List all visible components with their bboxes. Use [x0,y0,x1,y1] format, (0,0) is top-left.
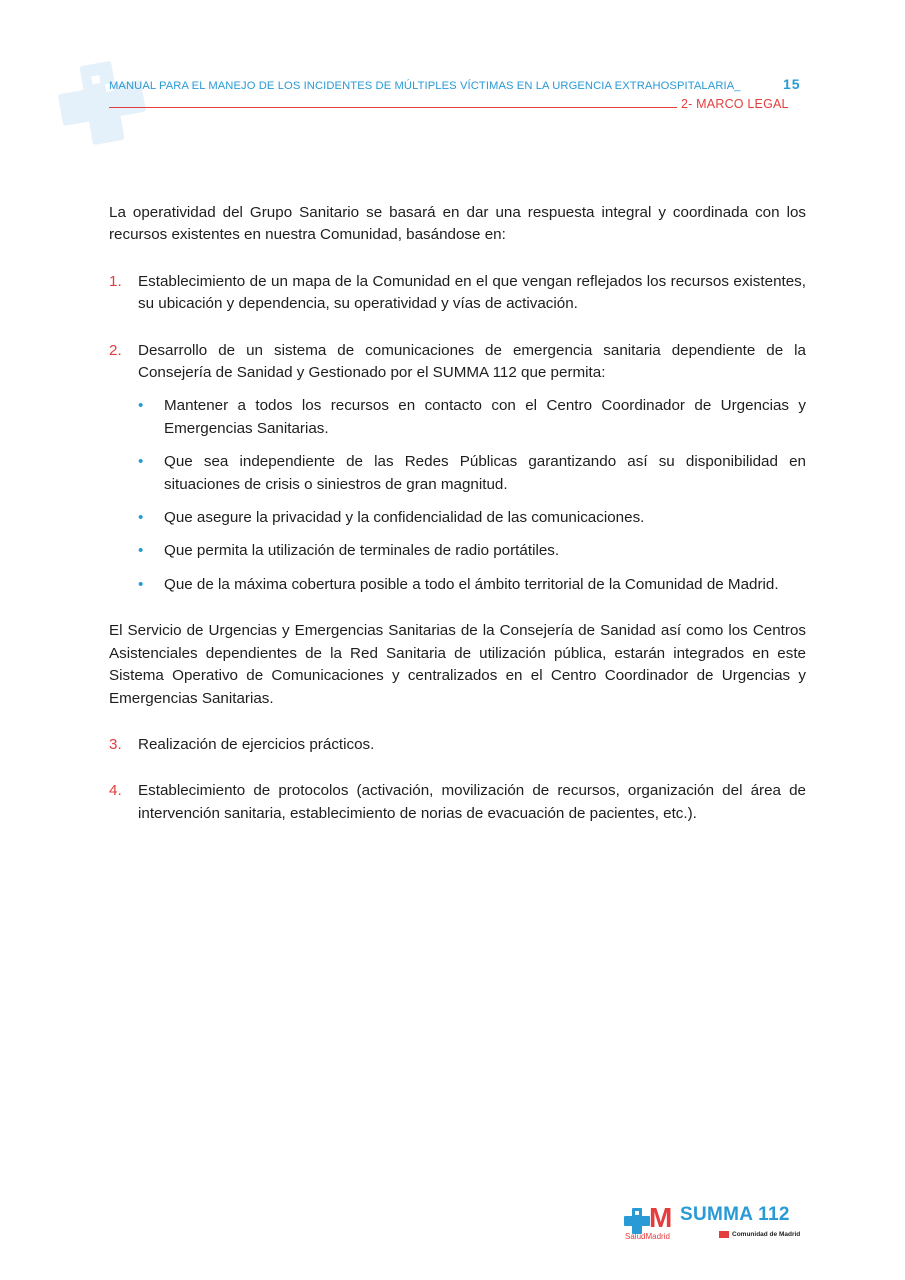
comunidad-madrid-logo [719,1231,800,1238]
salud-madrid-label: SaludMadrid [625,1232,670,1241]
list-item-text: Realización de ejercicios prácticos. [138,735,375,753]
header-title-text: MANUAL PARA EL MANEJO DE LOS INCIDENTES DE MÚLTIPLES VÍCTIMAS EN LA URGENCIA EXTRAHOSPITALARIA [109,80,735,92]
summa-logo: SUMMA 112 [680,1204,790,1225]
bullet-icon: • [138,575,144,593]
salud-madrid-logo: M [649,1202,673,1233]
comunidad-madrid-flag-icon [719,1231,729,1238]
bullet-text: Que sea independiente de las Redes Públicas garantizando así su disponibilidad en situaciones de crisis o siniestros de gran magnitud. [164,453,806,493]
header-dash: _ [734,80,741,92]
bullet-item [138,540,806,562]
bullet-text: Mantener a todos los recursos en contacto con el Centro Coordinador de Urgencias y Emergencias Sanitarias. [164,397,806,437]
bullet-text: Que de la máxima cobertura posible a todo el ámbito territorial de la Comunidad de Madrid. [164,575,779,593]
bullet-text: Que permita la utilización de terminales de radio portátiles. [164,542,560,560]
page-content [109,202,806,849]
page-number: 15 [783,76,801,92]
list-item [109,734,806,756]
section-label: 2- MARCO LEGAL [681,97,789,111]
list-item [109,340,806,597]
bullet-icon: • [138,453,144,471]
middle-paragraph: El Servicio de Urgencias y Emergencias Sanitarias de la Consejería de Sanidad así como los Centros Asistenciales dependientes de la Red Sanitaria de utilización pública, estarán integrados en este Sistema Operativo de Comunicaciones y centralizados en el Centro Coordinador de Urgencias y Emergencias Sanitarias. [109,622,806,707]
list-item-text: Establecimiento de un mapa de la Comunidad en el que vengan reflejados los recursos existentes, su ubicación y dependencia, su operatividad y vías de activación. [138,272,806,313]
bullet-item [138,574,806,596]
intro-paragraph: La operatividad del Grupo Sanitario se basará en dar una respuesta integral y coordinada con los recursos existentes en nuestra Comunidad, basándose en: [109,204,806,244]
list-item-text: Establecimiento de protocolos (activación, movilización de recursos, organización del área de intervención sanitaria, establecimiento de norias de evacuación de pacientes, etc.). [138,782,806,822]
header-title [109,80,741,92]
bullet-item [138,507,806,529]
list-item [109,271,806,316]
bullet-text: Que asegure la privacidad y la confidencialidad de las comunicaciones. [164,509,645,527]
bullet-icon: • [138,542,144,560]
list-item [109,780,806,825]
bullet-icon: • [138,509,144,527]
bullet-item [138,395,806,440]
list-item-number: 2. [109,341,122,359]
header-divider [109,107,677,108]
comunidad-madrid-label: Comunidad de Madrid [732,1231,801,1238]
decorative-cross-logo-icon [52,55,152,150]
bullet-item [138,451,806,496]
bullet-icon: • [138,397,144,415]
list-item-number: 4. [109,782,122,800]
list-item-number: 1. [109,272,122,290]
bullet-list [138,395,806,596]
list-item-text: Desarrollo de un sistema de comunicaciones de emergencia sanitaria dependiente de la Consejería de Sanidad y Gestionado por el SUMMA 112 que permita: [138,341,806,382]
list-item-number: 3. [109,735,122,753]
footer-logos [622,1202,812,1246]
